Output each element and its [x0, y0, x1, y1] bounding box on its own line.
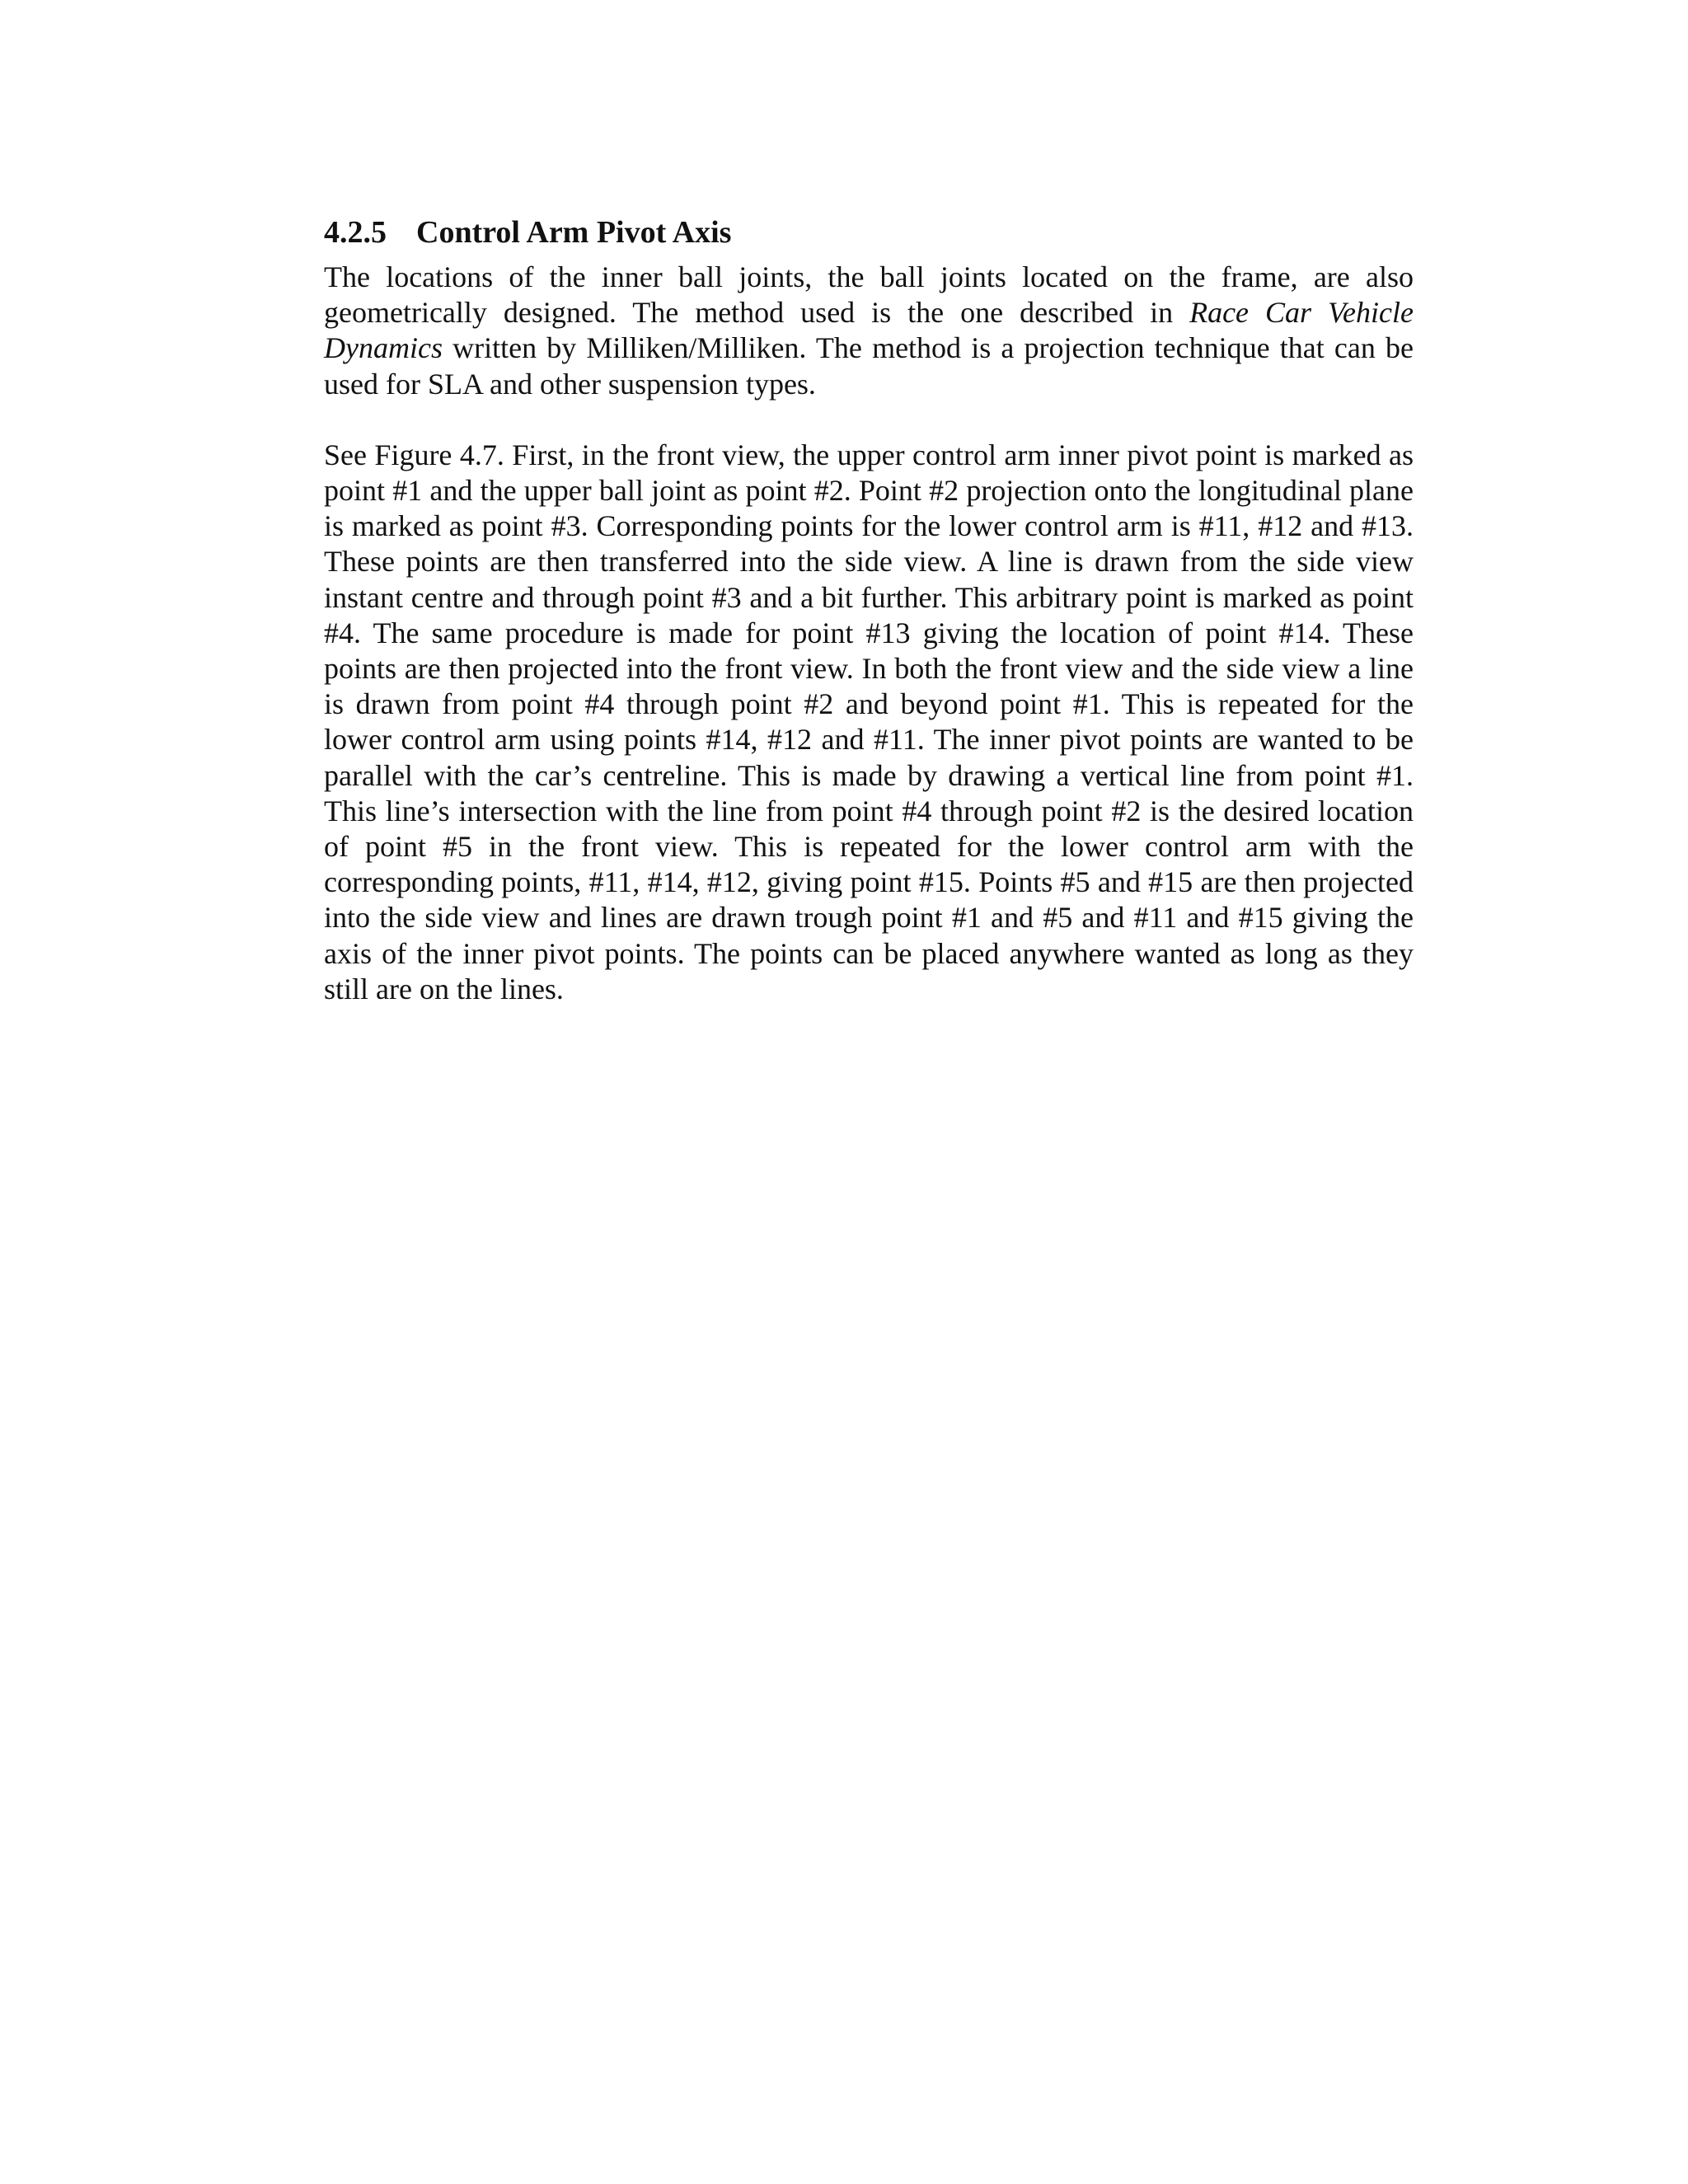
section-title: Control Arm Pivot Axis [416, 215, 732, 250]
paragraph-procedure: See Figure 4.7. First, in the front view, the upper control arm inner pivot point is marked as point #1 and the upper ball joint as point #2. Point #2 projection onto the longitudinal plane is marked as point #3. Corresponding points for the lower control arm is #11, #12 and #13. These points are then transferred into the side view. A line is drawn from the side view instant centre and through point #3 and a bit further. This arbitrary point is marked as point #4. The same procedure is made for point #13 giving the location of point #14. These points are then projected into the front view. In both the front view and the side view a line is drawn from point #4 through point #2 and beyond point #1. This is repeated for the lower control arm using points #14, #12 and #11. The inner pivot points are wanted to be parallel with the car’s centreline. This is made by drawing a vertical line from point #1. This line’s intersection with the line from point #4 through point #2 is the desired location of point #5 in the front view. This is repeated for the lower control arm with the corresponding points, #11, #14, #12, giving point #15. Points #5 and #15 are then projected into the side view and lines are drawn trough point #1 and #5 and #11 and #15 giving the axis of the inner pivot points. The points can be placed anywhere wanted as long as they still are on the lines. [324, 438, 1414, 1005]
paragraph-intro-text-start: The locations of the inner ball joints, the ball joints located on the frame, are also geometrically designed. The method used is the one described in [324, 260, 1414, 330]
section-heading [324, 210, 1414, 255]
paragraph-intro [324, 260, 1414, 402]
section-number: 4.2.5 [324, 215, 387, 250]
paragraph-intro-text-end: written by Milliken/Milliken. The method is a projection technique that can be used for SLA and other suspension types. [324, 331, 1414, 401]
page-content [324, 210, 1414, 1007]
book-title: Race Car Vehicle Dynamics [324, 296, 1414, 365]
